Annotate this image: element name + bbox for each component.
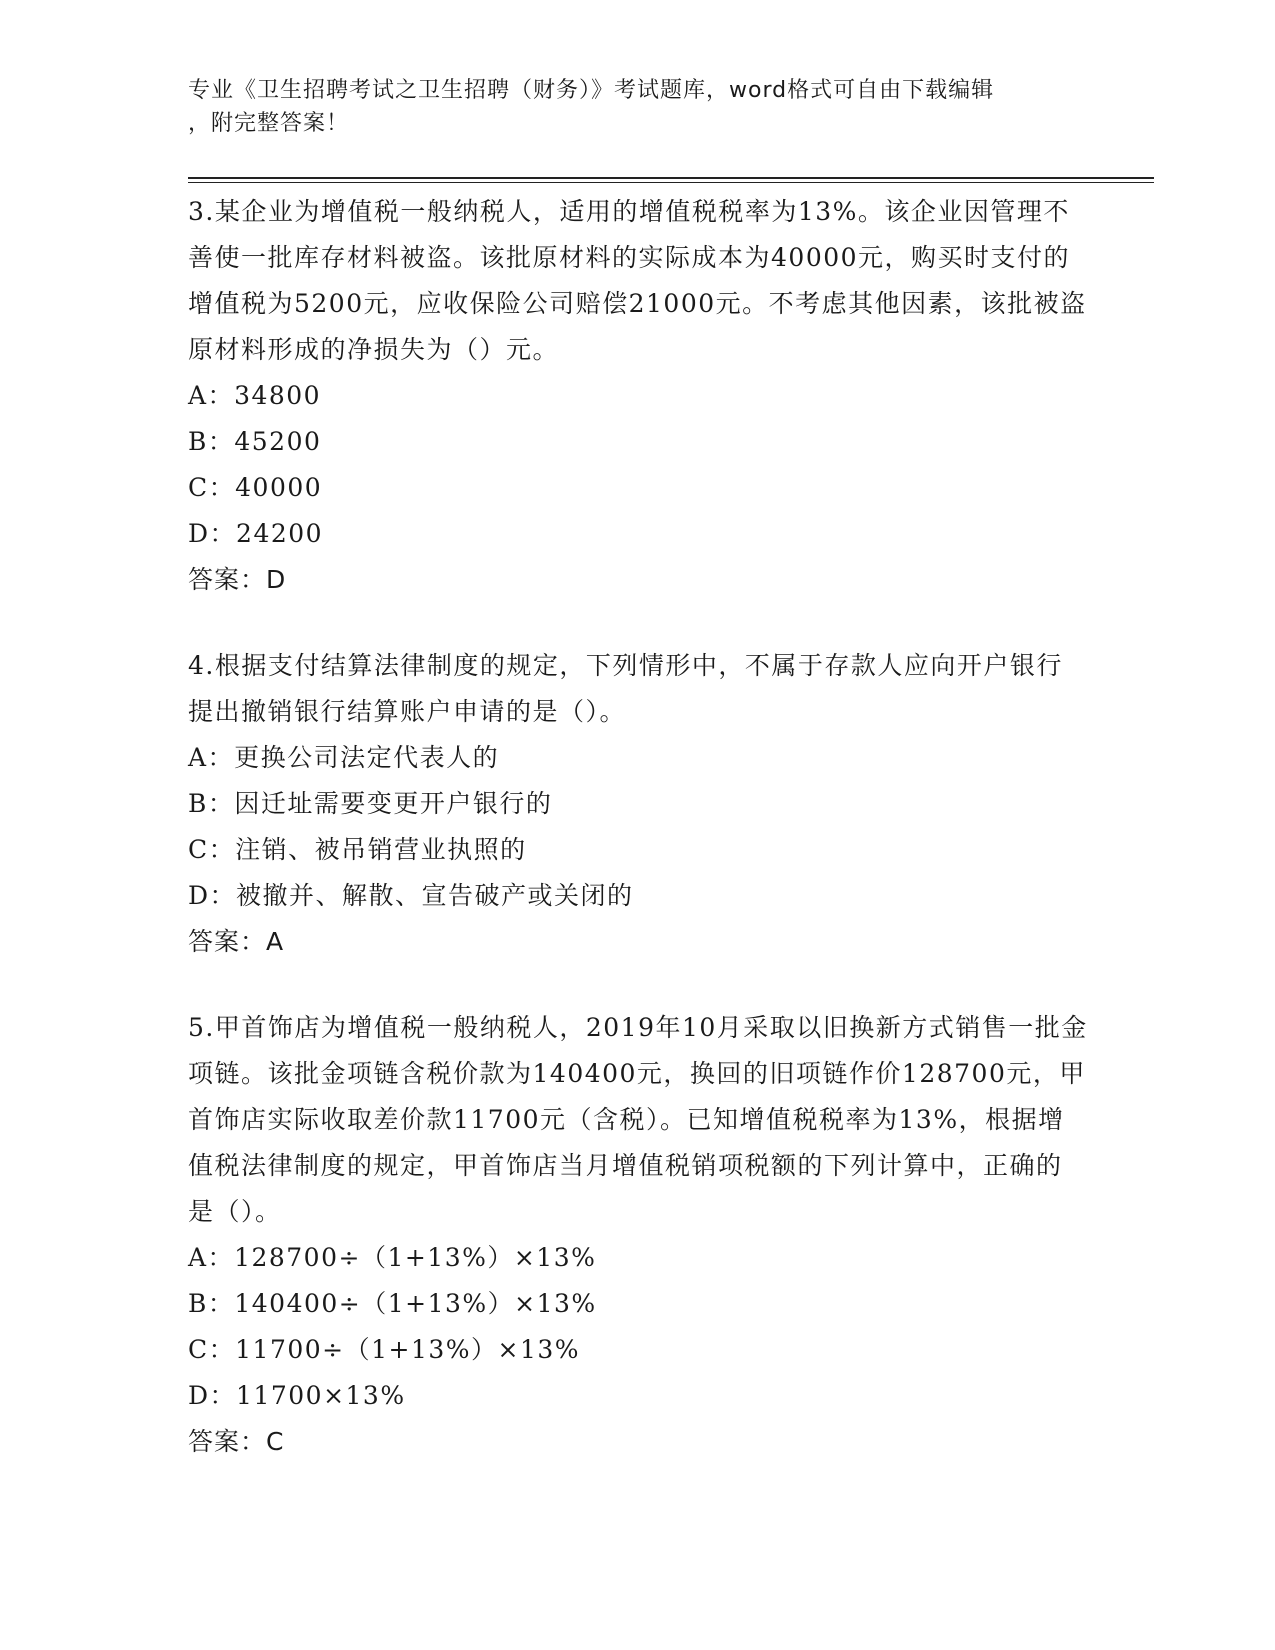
answer-line: 答案：A: [188, 927, 285, 956]
option-text: 140400÷（1+13%）×13%: [234, 1289, 597, 1318]
question-5: [188, 1005, 1088, 1465]
option-d: [188, 873, 1088, 919]
option-key: D：: [188, 519, 237, 548]
option-key: B：: [188, 789, 235, 818]
option-key: B：: [188, 427, 235, 456]
option-b: [188, 781, 1088, 827]
option-key: D：: [188, 881, 237, 910]
option-b: [188, 1281, 1088, 1327]
option-key: B：: [188, 1289, 235, 1318]
option-key: D：: [188, 1381, 237, 1410]
question-stem: 3.某企业为增值税一般纳税人，适用的增值税税率为13%。该企业因管理不善使一批库存材料被盗。该批原材料的实际成本为40000元，购买时支付的增值税为5200元，应收保险公司赔偿21000元。不考虑其他因素，该批被盗原材料形成的净损失为（）元。: [188, 197, 1087, 364]
option-text: 注销、被吊销营业执照的: [235, 835, 527, 864]
option-d: [188, 1373, 1088, 1419]
option-text: 45200: [234, 427, 322, 456]
question-4: [188, 643, 1088, 965]
option-key: C：: [188, 835, 236, 864]
answer-line: 答案：C: [188, 1427, 285, 1456]
option-d: [188, 511, 1088, 557]
header-line-1: 专业《卫生招聘考试之卫生招聘（财务）》考试题库，word格式可自由下载编辑: [188, 78, 995, 103]
option-a: [188, 1235, 1088, 1281]
document-header: [188, 74, 1068, 140]
answer-line: 答案：D: [188, 565, 287, 594]
option-text: 因迁址需要变更开户银行的: [234, 789, 553, 818]
option-text: 34800: [234, 381, 322, 410]
option-key: A：: [188, 743, 235, 772]
option-text: 128700÷（1+13%）×13%: [234, 1243, 597, 1272]
option-c: [188, 465, 1088, 511]
option-a: [188, 735, 1088, 781]
option-text: 11700÷（1+13%）×13%: [235, 1335, 581, 1364]
option-key: A：: [188, 381, 235, 410]
option-a: [188, 373, 1088, 419]
option-text: 40000: [235, 473, 323, 502]
option-text: 被撤并、解散、宣告破产或关闭的: [236, 881, 634, 910]
option-c: [188, 1327, 1088, 1373]
option-b: [188, 419, 1088, 465]
option-text: 24200: [236, 519, 324, 548]
header-line-2: ，附完整答案！: [188, 111, 350, 136]
option-key: C：: [188, 473, 236, 502]
header-divider-thin: [188, 182, 1154, 183]
option-key: C：: [188, 1335, 236, 1364]
option-key: A：: [188, 1243, 235, 1272]
option-text: 更换公司法定代表人的: [234, 743, 500, 772]
question-stem: 5.甲首饰店为增值税一般纳税人，2019年10月采取以旧换新方式销售一批金项链。该批金项链含税价款为140400元，换回的旧项链作价128700元，甲首饰店实际收取差价款11700元（含税）。已知增值税税率为13%，根据增值税法律制度的规定，甲首饰店当月增值税销项税额的下列计算中，正确的是（）。: [188, 1013, 1088, 1226]
question-stem: 4.根据支付结算法律制度的规定，下列情形中，不属于存款人应向开户银行提出撤销银行结算账户申请的是（）。: [188, 651, 1063, 726]
option-text: 11700×13%: [236, 1381, 406, 1410]
option-c: [188, 827, 1088, 873]
question-3: [188, 189, 1088, 603]
header-divider-thick: [188, 177, 1154, 179]
